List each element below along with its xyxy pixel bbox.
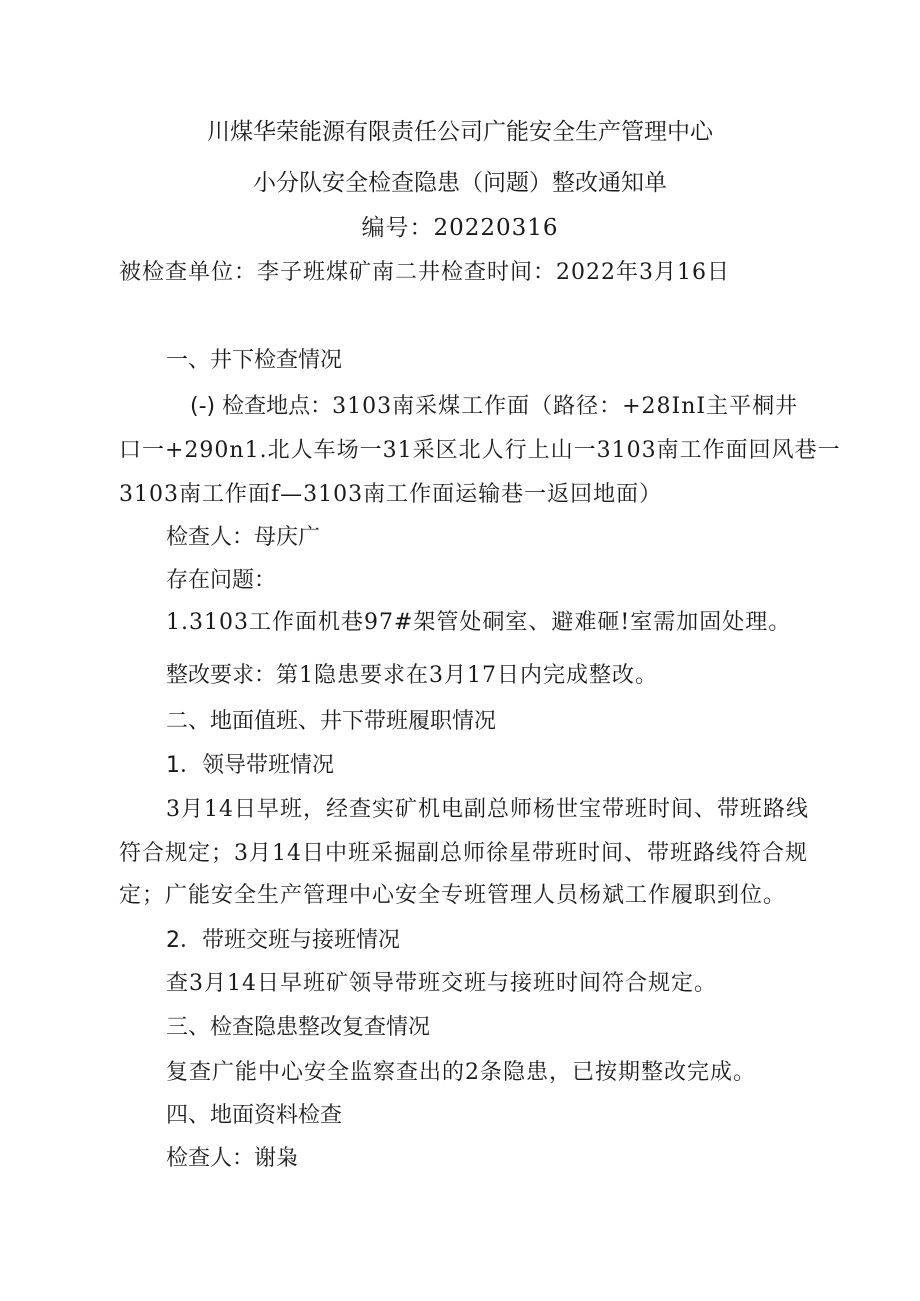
inspected-unit-and-time: 被检查单位：李子班煤矿南二井检查时间：2022年3月16日 — [119, 260, 730, 285]
location-row — [190, 392, 798, 422]
shift-handover-line1: 查3月14日早班矿领导带班交班与接班时间符合规定。 — [166, 971, 717, 996]
document-title-line1: 川煤华荣能源有限责任公司广能安全生产管理中心 — [207, 119, 713, 145]
location-text-line3: 3103南工作面f—3103南工作面运输巷一返回地面） — [119, 482, 663, 507]
rectify-label: 整改要求： — [166, 663, 277, 688]
leader-duty-line3: 定；广能安全生产管理中心安全专班管理人员杨斌工作履职到位。 — [119, 883, 787, 908]
location-text-line1: 3103南采煤工作面（路径：+28InI主平桐井 — [332, 394, 799, 419]
section1-heading: 一、井下检查情况 — [166, 348, 343, 373]
location-text-line2: 口一+290n1.北人车场一31采区北人行上山一3103南工作面回风巷一 — [119, 438, 841, 463]
section4-heading: 四、地面资料检查 — [166, 1103, 343, 1128]
rectify-text: 第1隐患要求在3月17日内完成整改。 — [276, 663, 659, 688]
section4-inspector: 检查人：谢枭 — [166, 1146, 299, 1171]
section2-heading: 二、地面值班、井下带班履职情况 — [166, 709, 497, 734]
leader-duty-heading: 1．领导带班情况 — [166, 753, 334, 778]
location-label: (-) 检查地点： — [190, 394, 333, 419]
document-title-line2: 小分队安全检查隐患（问题）整改通知单 — [253, 170, 667, 196]
section3-heading: 三、检查隐患整改复查情况 — [166, 1015, 431, 1040]
document-number: 编号：20220316 — [361, 215, 559, 241]
issue-item-1: 1.3103工作面机巷97#架管处硐室、避难砸!室需加固处理。 — [166, 610, 792, 635]
section1-inspector: 检查人：母庆广 — [166, 525, 321, 550]
rectify-row — [166, 661, 658, 691]
issues-label: 存在问题： — [166, 568, 277, 593]
leader-duty-line1: 3月14日早班，经查实矿机电副总师杨世宝带班时间、带班路线 — [166, 797, 809, 822]
recheck-line1: 复查广能中心安全监察查出的2条隐患，已按期整改完成。 — [166, 1060, 756, 1085]
shift-handover-heading: 2．带班交班与接班情况 — [166, 928, 400, 953]
leader-duty-line2: 符合规定；3月14日中班采掘副总师徐星带班时间、带班路线符合规 — [119, 841, 808, 866]
